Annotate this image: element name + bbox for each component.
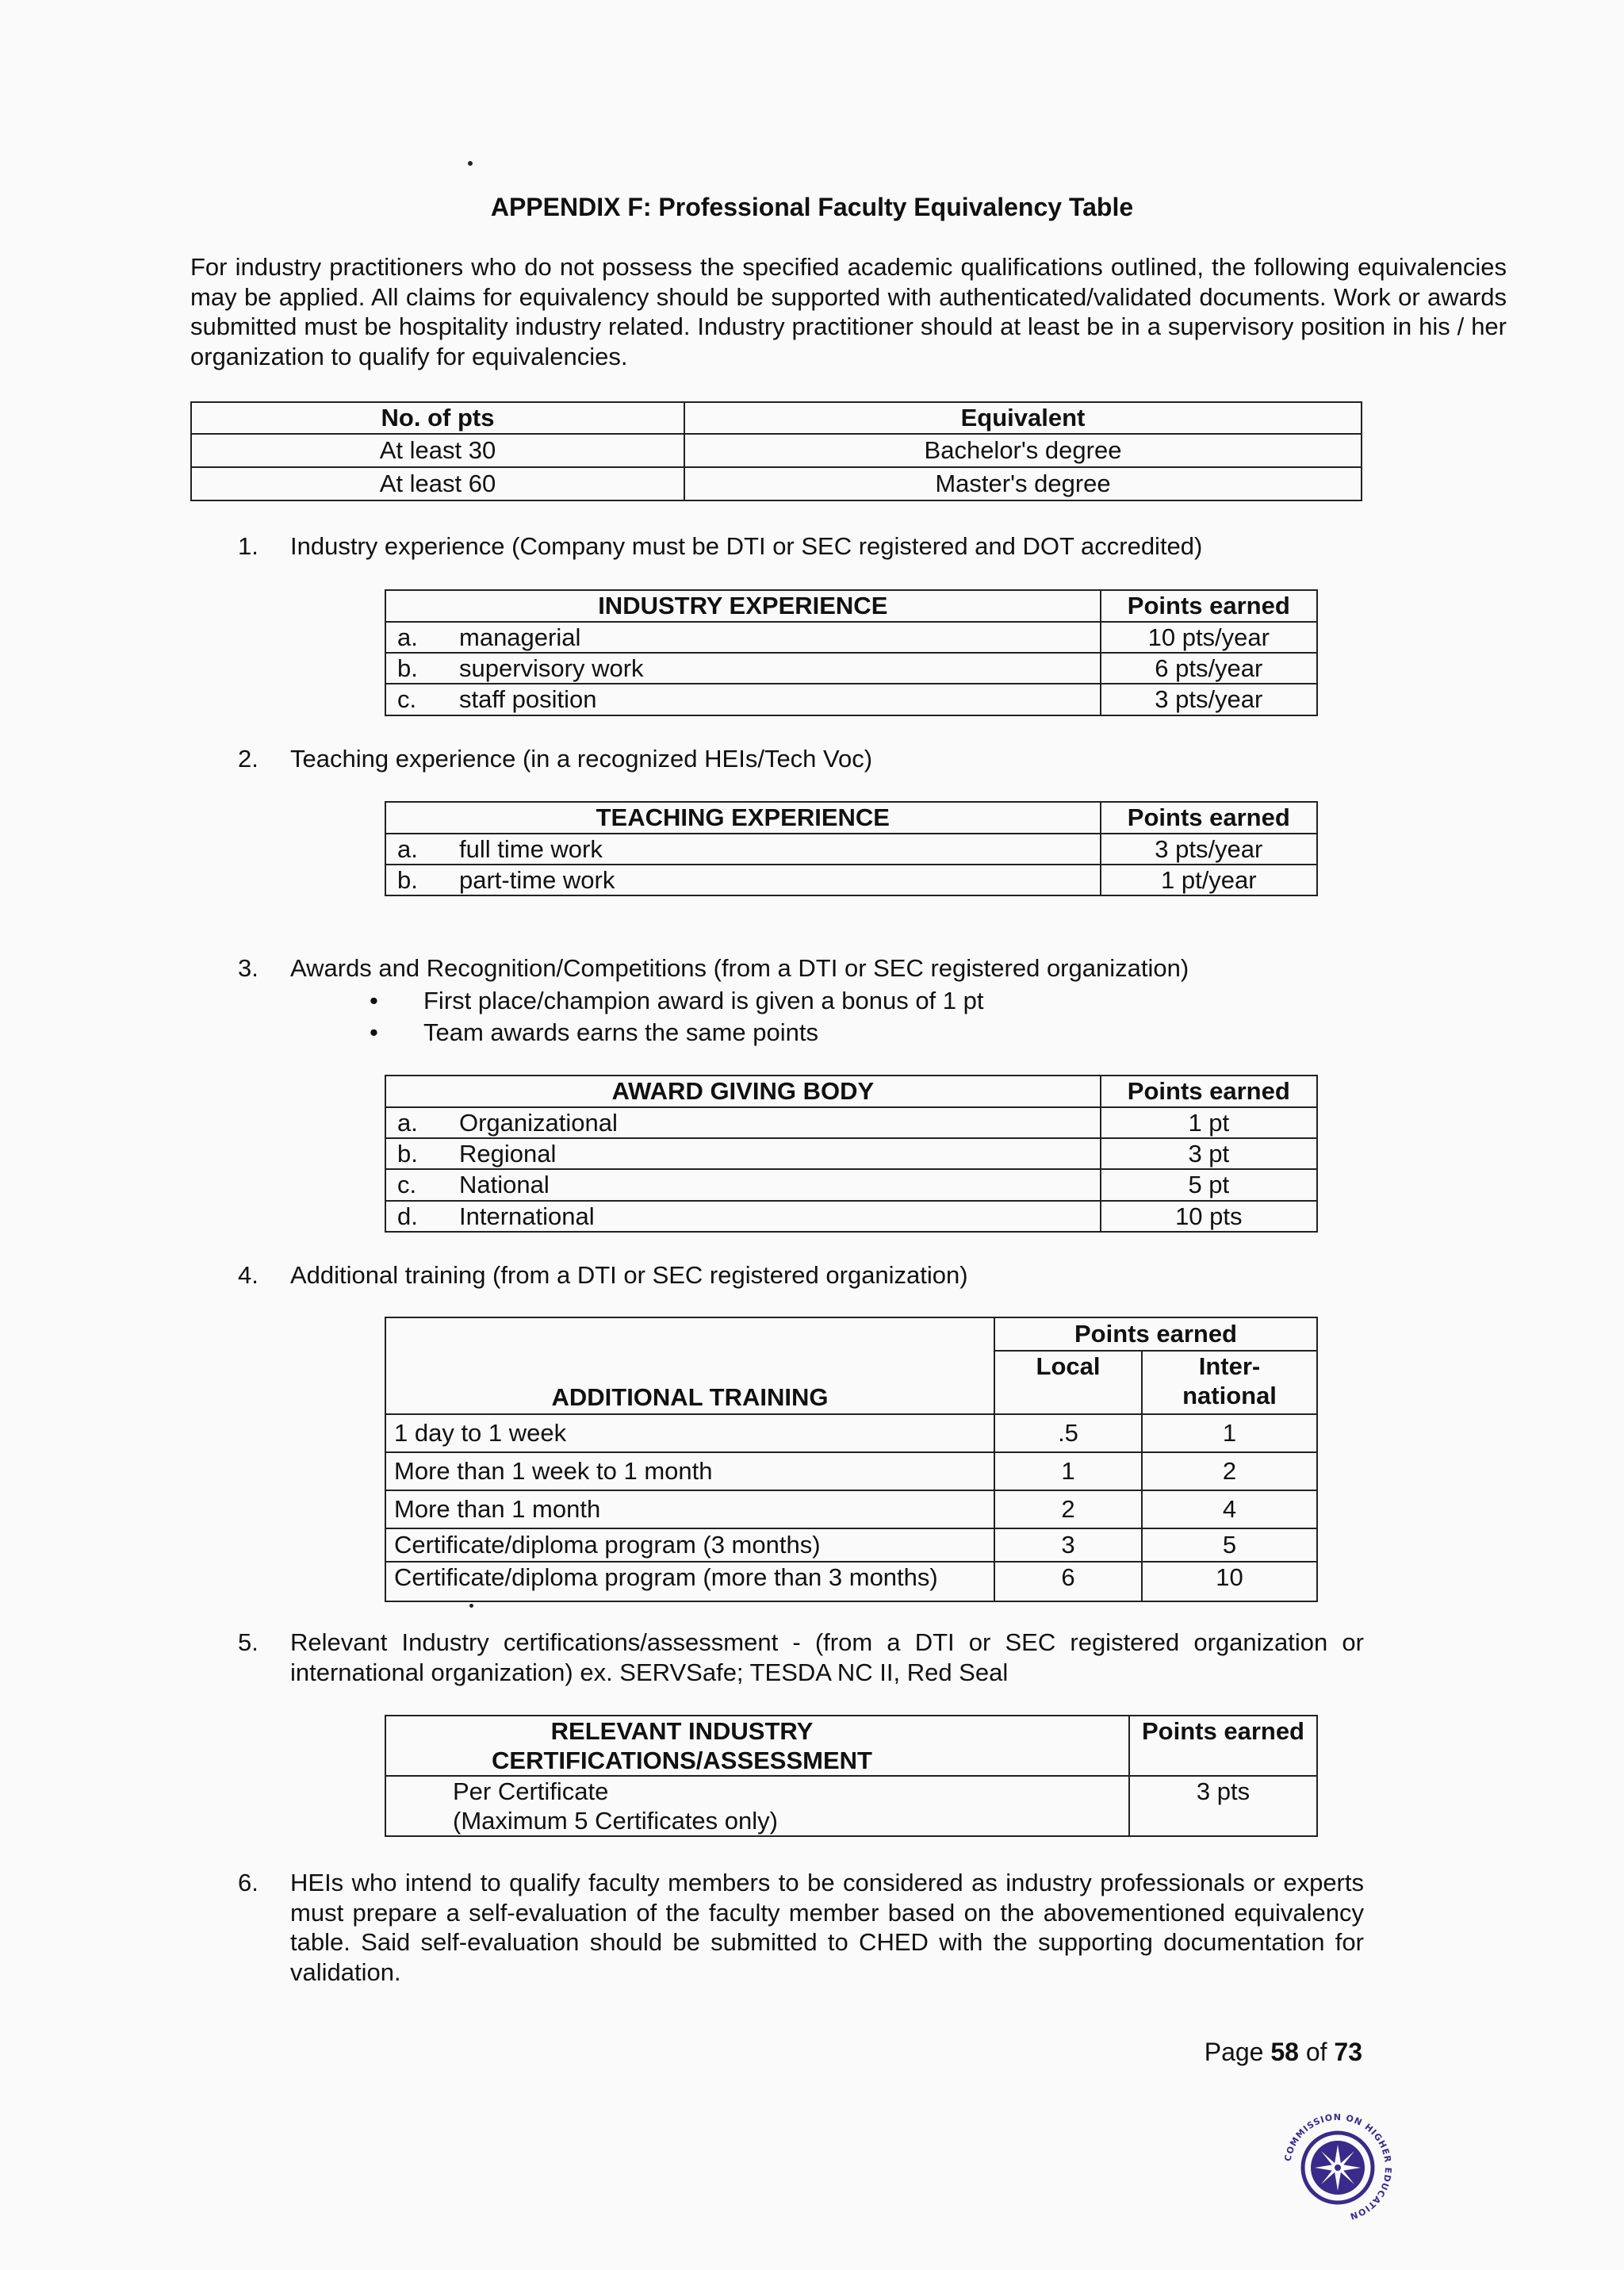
table-cell — [385, 1776, 1129, 1836]
table-cell: 1 pt — [1101, 1107, 1317, 1138]
table-row — [385, 1490, 1317, 1528]
teaching-experience-table — [385, 801, 1318, 896]
row-letter: a. — [385, 622, 448, 653]
bullet-icon: • — [370, 1018, 378, 1046]
table-cell: National — [448, 1169, 1101, 1200]
row-letter: b. — [385, 653, 448, 684]
table-cell: 1 — [994, 1452, 1142, 1490]
col-header: Equivalent — [684, 402, 1362, 434]
col-header: Points earned — [1129, 1716, 1317, 1776]
table-row — [385, 653, 1317, 684]
page-title: APPENDIX F: Professional Faculty Equivalency Table — [490, 193, 1134, 221]
table-cell: More than 1 month — [385, 1490, 994, 1528]
table-cell: part-time work — [448, 865, 1101, 895]
table-cell: 6 pts/year — [1101, 653, 1317, 684]
item-number: 5. — [238, 1628, 259, 1656]
table-cell: 3 pts/year — [1101, 684, 1317, 715]
item-text: HEIs who intend to qualify faculty members to be considered as industry professionals or experts must prepare a self-evaluation of the faculty member based on the abovementioned equivalency table. Said self-evaluation should be submitted to CHED with the supporting documentation for validation. — [290, 1869, 1364, 1986]
table-cell: At least 60 — [191, 467, 684, 500]
industry-experience-table — [385, 589, 1318, 716]
table-cell: staff position — [448, 684, 1101, 715]
item-number: 2. — [238, 745, 259, 773]
table-row — [385, 1201, 1317, 1232]
bullet-text: Team awards earns the same points — [423, 1018, 818, 1046]
table-cell: 10 pts/year — [1101, 622, 1317, 653]
list-item — [238, 531, 1364, 562]
table-cell: full time work — [448, 834, 1101, 865]
row-letter: a. — [385, 834, 448, 865]
row-letter: a. — [385, 1107, 448, 1138]
table-cell: supervisory work — [448, 653, 1101, 684]
cert-row-text-note: (Maximum 5 Certificates only) — [453, 1807, 778, 1835]
award-giving-body-table — [385, 1075, 1318, 1233]
table-cell: 3 pt — [1101, 1138, 1317, 1169]
table-cell: 1 pt/year — [1101, 865, 1317, 895]
table-cell: 5 pt — [1101, 1169, 1317, 1200]
table-cell: .5 — [994, 1414, 1142, 1452]
col-header: INDUSTRY EXPERIENCE — [385, 590, 1101, 622]
additional-training-table — [385, 1317, 1318, 1602]
table-cell: Certificate/diploma program (3 months) — [385, 1528, 994, 1562]
page-prefix: Page — [1204, 2038, 1271, 2066]
page-total: 73 — [1334, 2038, 1362, 2066]
col-header: Points earned — [1101, 1076, 1317, 1107]
item-number: 6. — [238, 1869, 259, 1896]
bullet-item — [370, 986, 984, 1015]
table-cell: More than 1 week to 1 month — [385, 1452, 994, 1490]
table-cell: 1 day to 1 week — [385, 1414, 994, 1452]
table-cell: International — [448, 1201, 1101, 1232]
col-header: No. of pts — [191, 402, 684, 434]
list-item — [238, 1868, 1364, 1987]
cert-row-text: Per Certificate — [453, 1777, 609, 1806]
row-letter: b. — [385, 865, 448, 895]
page-current: 58 — [1270, 2038, 1299, 2066]
table-cell: 2 — [994, 1490, 1142, 1528]
table-cell: 6 — [994, 1562, 1142, 1601]
item-number: 3. — [238, 954, 259, 982]
table-cell: At least 30 — [191, 434, 684, 467]
table-row — [385, 622, 1317, 653]
page-middle: of — [1298, 2038, 1335, 2066]
list-item — [238, 1260, 1364, 1290]
table-cell: Organizational — [448, 1107, 1101, 1138]
ched-seal-logo — [1278, 2108, 1397, 2227]
table-row — [385, 1776, 1317, 1836]
row-letter: c. — [385, 684, 448, 715]
certifications-table — [385, 1715, 1318, 1837]
table-row — [385, 1562, 1317, 1601]
list-item — [238, 953, 1364, 984]
table-cell: 5 — [1142, 1528, 1317, 1562]
table-row — [385, 684, 1317, 715]
table-cell: 10 — [1142, 1562, 1317, 1601]
item-number: 1. — [238, 532, 259, 560]
table-row — [385, 1452, 1317, 1490]
col-header: Points earned — [1101, 802, 1317, 834]
row-letter: b. — [385, 1138, 448, 1169]
table-cell: 4 — [1142, 1490, 1317, 1528]
table-row — [385, 865, 1317, 895]
table-row — [385, 1169, 1317, 1200]
table-row — [385, 1414, 1317, 1452]
table-row — [191, 434, 1362, 467]
row-letter: c. — [385, 1169, 448, 1200]
stray-mark — [469, 1604, 473, 1608]
intro-paragraph: For industry practitioners who do not possess the specified academic qualifications outlined, the following equivalencies may be applied. All claims for equivalency should be supported with authenticated/validated documents. Work or awards submitted must be hospitality industry related. Industry practitioner should at least be in a supervisory position in his / her organization to qualify for equivalencies. — [190, 253, 1507, 370]
table-row — [385, 1138, 1317, 1169]
page-number — [1205, 2037, 1362, 2067]
col-header: AWARD GIVING BODY — [385, 1076, 1101, 1107]
table-row — [385, 1107, 1317, 1138]
table-cell: Regional — [448, 1138, 1101, 1169]
table-row — [385, 834, 1317, 865]
table-cell: Certificate/diploma program (more than 3 months) — [385, 1562, 994, 1601]
table-cell: managerial — [448, 622, 1101, 653]
table-cell: 3 pts — [1129, 1776, 1317, 1836]
table-cell: 2 — [1142, 1452, 1317, 1490]
equivalency-table — [190, 401, 1362, 501]
list-item — [238, 744, 1364, 774]
col-header: Points earned — [994, 1317, 1317, 1351]
table-cell: Master's degree — [684, 467, 1362, 500]
item-text: Additional training (from a DTI or SEC registered organization) — [290, 1261, 968, 1289]
row-letter: d. — [385, 1201, 448, 1232]
table-cell: 3 pts/year — [1101, 834, 1317, 865]
col-header: ADDITIONAL TRAINING — [385, 1317, 994, 1414]
bullet-text: First place/champion award is given a bonus of 1 pt — [423, 987, 984, 1014]
seal-text: COMMISSION ON HIGHER EDUCATION — [1282, 2111, 1394, 2222]
table-row — [385, 1528, 1317, 1562]
bullet-item — [370, 1018, 818, 1047]
col-header-international: Inter- national — [1142, 1351, 1317, 1414]
table-cell: 3 — [994, 1528, 1142, 1562]
col-header-local: Local — [994, 1351, 1142, 1414]
item-text: Teaching experience (in a recognized HEIs/Tech Voc) — [290, 745, 873, 773]
item-text: Awards and Recognition/Competitions (from a DTI or SEC registered organization) — [290, 954, 1189, 982]
table-row — [191, 467, 1362, 500]
stray-mark — [468, 161, 473, 166]
col-header: Points earned — [1101, 590, 1317, 622]
item-text: Industry experience (Company must be DTI or SEC registered and DOT accredited) — [290, 532, 1203, 560]
bullet-icon: • — [370, 987, 378, 1014]
item-text: Relevant Industry certifications/assessment - (from a DTI or SEC registered organization or international organization) ex. SERVSafe; TESDA NC II, Red Seal — [290, 1628, 1364, 1686]
table-cell: 10 pts — [1101, 1201, 1317, 1232]
col-header: TEACHING EXPERIENCE — [385, 802, 1101, 834]
list-item — [238, 1628, 1364, 1687]
col-header: RELEVANT INDUSTRY CERTIFICATIONS/ASSESSMENT — [385, 1716, 1129, 1776]
table-cell: Bachelor's degree — [684, 434, 1362, 467]
table-cell: 1 — [1142, 1414, 1317, 1452]
item-number: 4. — [238, 1261, 259, 1289]
